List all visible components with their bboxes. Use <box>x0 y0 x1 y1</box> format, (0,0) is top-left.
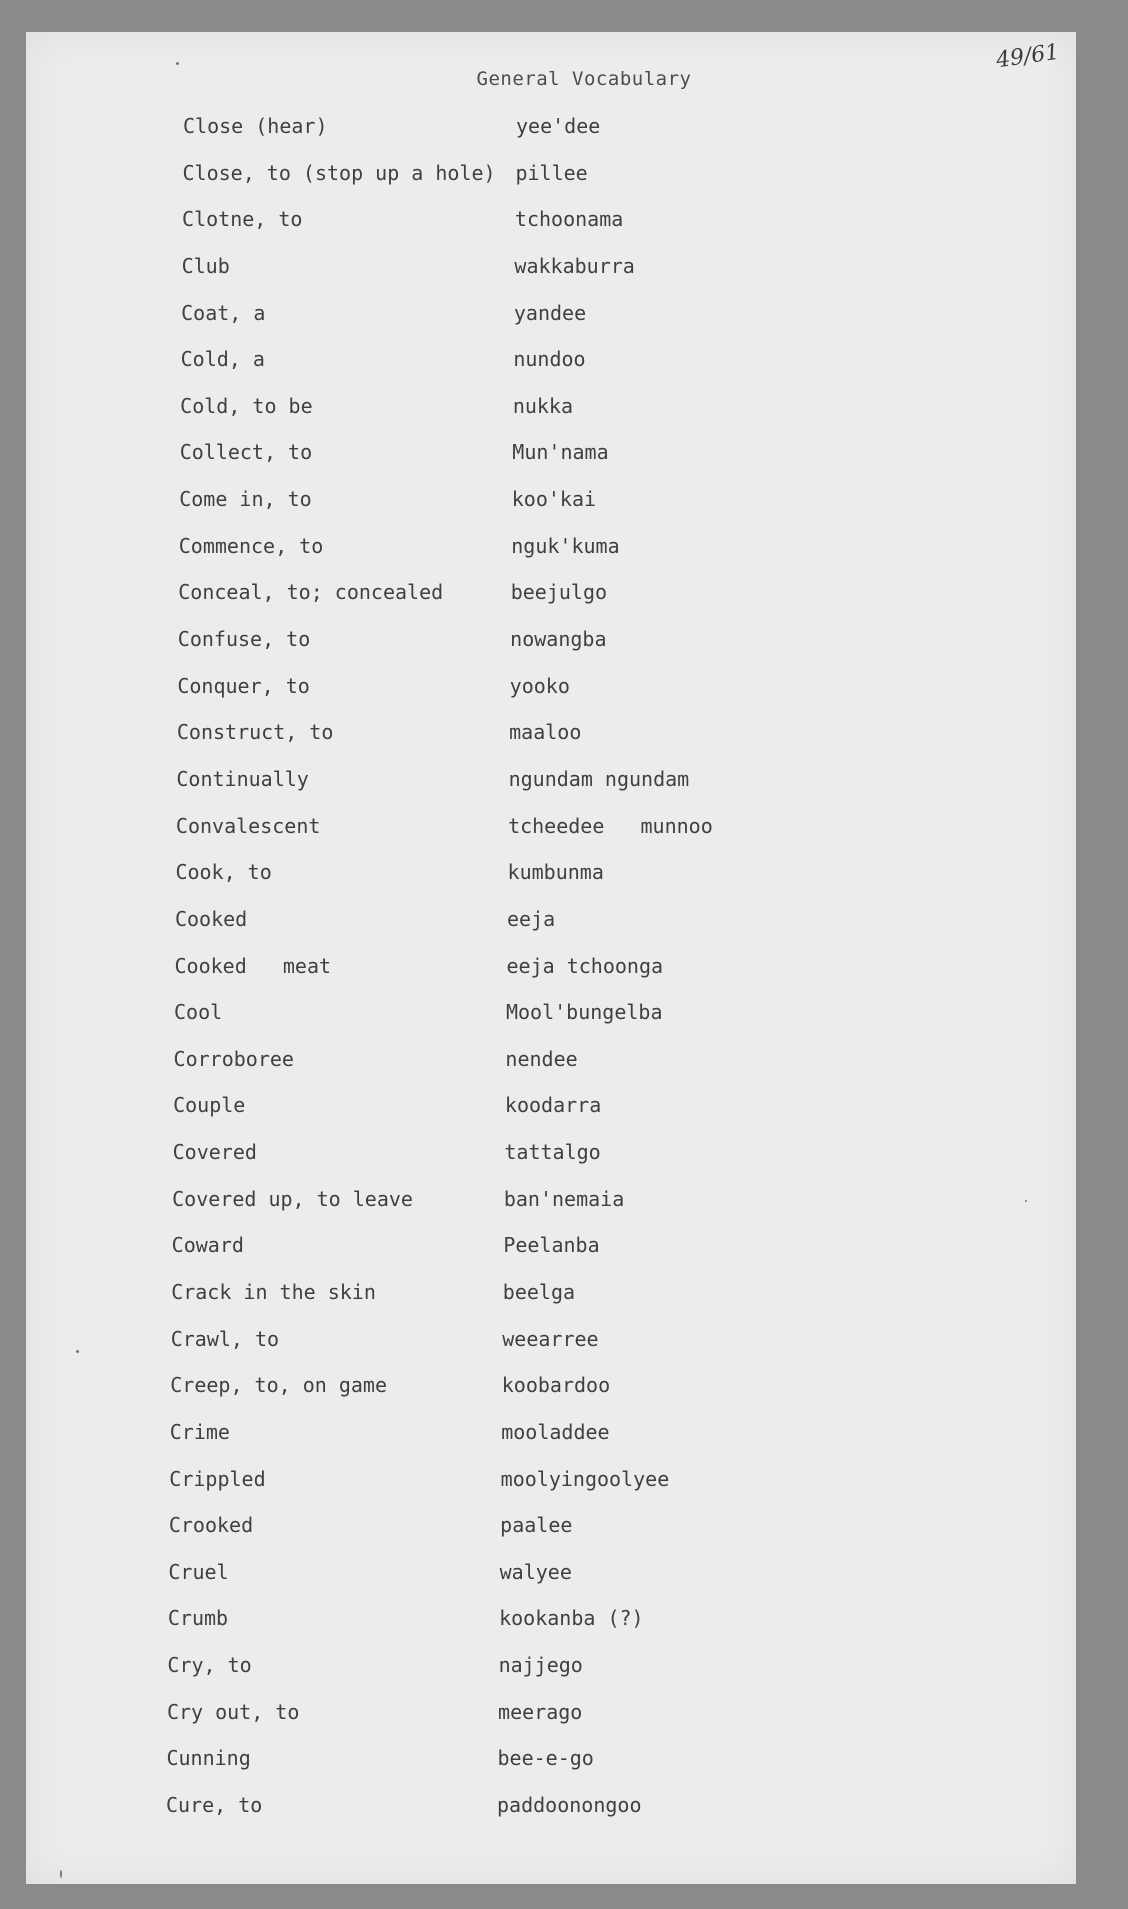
aboriginal-gloss: eeja <box>507 906 556 931</box>
aboriginal-gloss: koobardoo <box>501 1373 611 1398</box>
aboriginal-gloss: paalee <box>500 1513 573 1538</box>
aboriginal-gloss: eeja tchoonga <box>506 953 664 978</box>
english-term: Conceal, to; concealed <box>178 580 444 605</box>
aboriginal-gloss: najjego <box>498 1653 583 1678</box>
english-term: Crumb <box>167 1606 229 1631</box>
english-term: Coat, a <box>181 300 266 325</box>
english-term: Corroboree <box>173 1046 294 1071</box>
aboriginal-gloss: koodarra <box>504 1093 602 1118</box>
english-term: Covered <box>172 1140 257 1165</box>
aboriginal-gloss: koo'kai <box>511 487 597 512</box>
aboriginal-gloss: ngundam ngundam <box>508 766 690 791</box>
english-term: Construct, to <box>176 720 334 745</box>
english-term: Coward <box>171 1233 244 1258</box>
aboriginal-gloss: yee'dee <box>516 114 601 138</box>
aboriginal-gloss: Peelanba <box>503 1233 600 1258</box>
aboriginal-gloss: bee-e-go <box>497 1746 594 1771</box>
page-title: General Vocabulary <box>476 68 692 90</box>
aboriginal-gloss: kumbunma <box>507 860 604 885</box>
english-term: Close (hear) <box>183 114 328 138</box>
aboriginal-gloss: nendee <box>505 1046 578 1071</box>
aboriginal-gloss: wakkaburra <box>514 253 635 278</box>
english-term: Close, to (stop up a hole) <box>182 160 496 185</box>
aboriginal-gloss: ban'nemaia <box>503 1186 625 1211</box>
aboriginal-gloss: Mool'bungelba <box>505 1000 663 1025</box>
english-term: Cold, to be <box>180 393 313 418</box>
aboriginal-gloss: tcheedee munnoo <box>508 813 713 838</box>
aboriginal-gloss: walyee <box>499 1559 572 1584</box>
english-term: Cooked <box>174 906 248 931</box>
english-term: Crime <box>169 1419 230 1444</box>
english-term: Continually <box>176 766 309 791</box>
folio-number: 49/61 <box>994 39 1061 74</box>
aboriginal-gloss: nguk'kuma <box>511 533 620 558</box>
english-term: Commence, to <box>178 533 324 558</box>
paper-speck <box>1025 1200 1027 1202</box>
english-term: Convalescent <box>175 813 321 838</box>
english-term: Cry, to <box>167 1653 252 1678</box>
aboriginal-gloss: moolyingoolyee <box>500 1466 670 1491</box>
aboriginal-gloss: nukka <box>512 393 574 418</box>
aboriginal-gloss: beejulgo <box>510 580 608 605</box>
english-term: Collect, to <box>179 440 313 465</box>
english-term: Cook, to <box>175 860 272 885</box>
paper-speck <box>60 1870 62 1878</box>
aboriginal-gloss: paddoonongoo <box>497 1793 642 1817</box>
english-term: Cooked meat <box>174 953 332 978</box>
aboriginal-gloss: pillee <box>515 160 588 185</box>
aboriginal-gloss: yooko <box>509 673 570 698</box>
aboriginal-gloss: yandee <box>513 300 587 325</box>
english-term: Cool <box>174 1000 223 1025</box>
english-term: Come in, to <box>179 487 312 512</box>
aboriginal-gloss: weearree <box>502 1326 599 1351</box>
english-term: Couple <box>173 1093 246 1118</box>
aboriginal-gloss: meerago <box>498 1699 583 1724</box>
aboriginal-gloss: tattalgo <box>504 1140 601 1165</box>
english-term: Club <box>181 253 230 278</box>
english-term: Clotne, to <box>182 207 303 232</box>
english-term: Crawl, to <box>170 1326 280 1351</box>
aboriginal-gloss: tchoonama <box>514 207 624 232</box>
english-term: Cunning <box>166 1746 251 1771</box>
english-term: Crack in the skin <box>171 1279 376 1304</box>
english-term: Cold, a <box>180 347 265 372</box>
english-term: Crippled <box>169 1466 266 1491</box>
aboriginal-gloss: nowangba <box>510 627 607 652</box>
aboriginal-gloss: beelga <box>502 1279 576 1304</box>
aboriginal-gloss: maaloo <box>509 720 582 745</box>
english-term: Conquer, to <box>177 673 310 698</box>
aboriginal-gloss: nundoo <box>513 347 586 372</box>
english-term: Confuse, to <box>177 627 311 652</box>
paper-speck <box>76 1350 79 1353</box>
aboriginal-gloss: Mun'nama <box>512 440 609 465</box>
english-term: Cry out, to <box>166 1699 300 1724</box>
english-term: Creep, to, on game <box>170 1373 387 1398</box>
english-term: Cure, to <box>166 1793 263 1817</box>
english-term: Crooked <box>168 1513 254 1538</box>
paper-speck <box>176 62 179 65</box>
aboriginal-gloss: kookanba (?) <box>499 1606 644 1631</box>
english-term: Cruel <box>168 1559 229 1584</box>
english-term: Covered up, to leave <box>172 1186 413 1211</box>
aboriginal-gloss: mooladdee <box>501 1419 610 1444</box>
